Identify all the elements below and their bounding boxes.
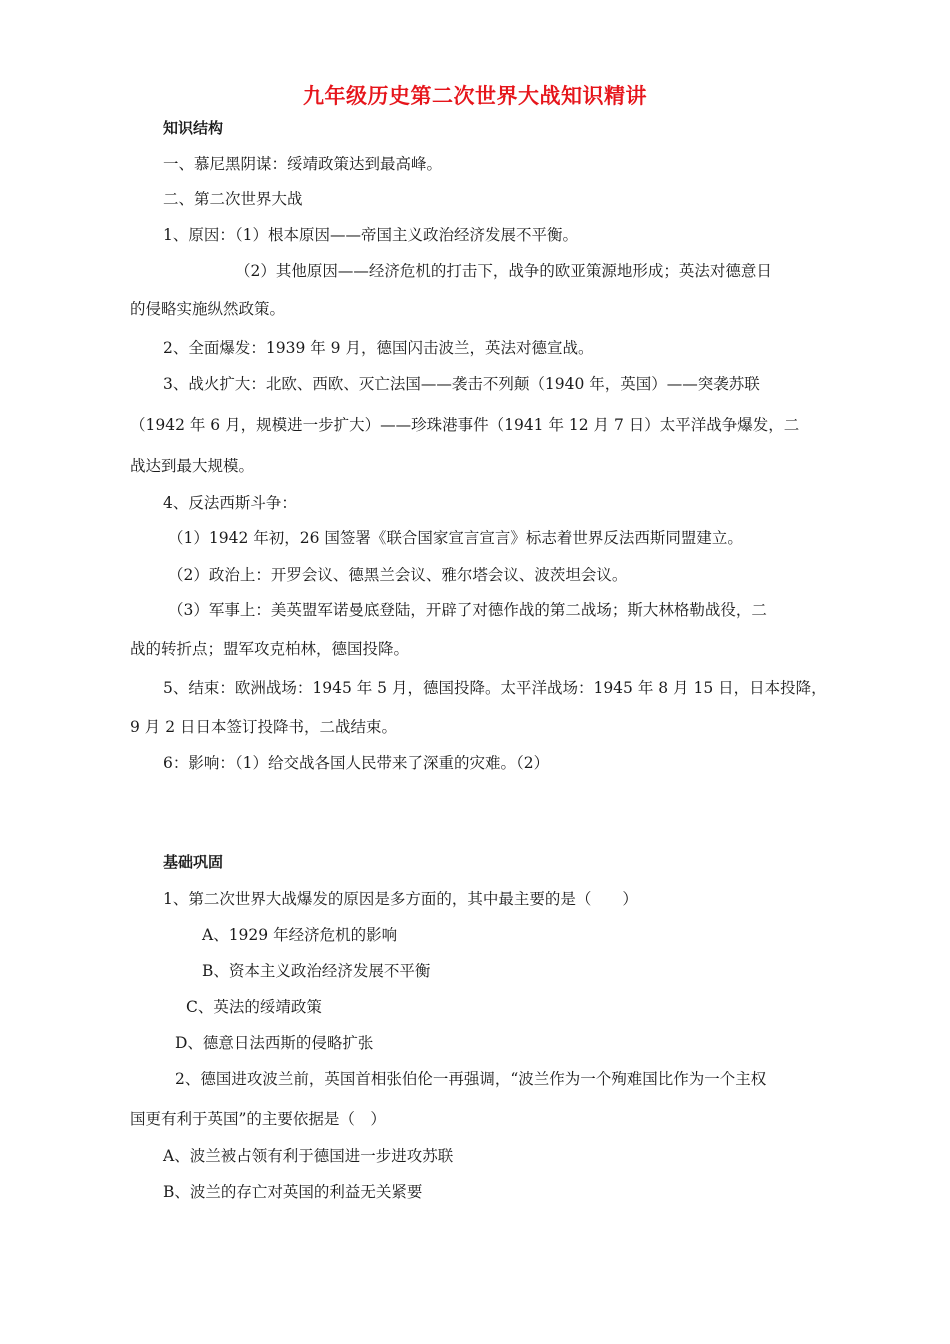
question-line: 国更有利于英国”的主要依据是（ ） <box>130 1110 386 1128</box>
text-line: 的侵略实施纵然政策。 <box>130 300 286 318</box>
option-line: A、波兰被占领有利于德国进一步进攻苏联 <box>163 1147 454 1165</box>
section-heading-basic-consolidation: 基础巩固 <box>163 853 224 871</box>
document-title: 九年级历史第二次世界大战知识精讲 <box>303 84 647 108</box>
text-line: 3、战火扩大：北欧、西欧、灭亡法国——袭击不列颠（1940 年，英国）——突袭苏联 <box>163 375 760 393</box>
option-line: D、德意日法西斯的侵略扩张 <box>175 1034 374 1052</box>
text-line: 二、第二次世界大战 <box>163 190 303 208</box>
text-line: 战的转折点；盟军攻克柏林，德国投降。 <box>130 640 410 658</box>
question-line: 1、第二次世界大战爆发的原因是多方面的，其中最主要的是（ ） <box>163 890 638 908</box>
option-line: A、1929 年经济危机的影响 <box>202 926 398 944</box>
text-line: 6：影响：（1）给交战各国人民带来了深重的灾难。（2） <box>163 754 550 772</box>
text-line: （1）1942 年初，26 国签署《联合国家宣言宣言》标志着世界反法西斯同盟建立。 <box>168 529 743 547</box>
text-line: 9 月 2 日日本签订投降书，二战结束。 <box>130 718 398 736</box>
option-line: B、资本主义政治经济发展不平衡 <box>202 962 431 980</box>
text-line: （2）政治上：开罗会议、德黑兰会议、雅尔塔会议、波茨坦会议。 <box>168 566 628 584</box>
text-line: （2）其他原因——经济危机的打击下，战争的欧亚策源地形成；英法对德意日 <box>235 262 772 280</box>
text-line: （3）军事上：美英盟军诺曼底登陆，开辟了对德作战的第二战场；斯大林格勒战役，二 <box>168 601 767 619</box>
option-line: B、波兰的存亡对英国的利益无关紧要 <box>163 1183 423 1201</box>
option-line: C、英法的绥靖政策 <box>186 998 322 1016</box>
text-line: 4、反法西斯斗争： <box>163 494 297 512</box>
question-line: 2、德国进攻波兰前，英国首相张伯伦一再强调，“波兰作为一个殉难国比作为一个主权 <box>175 1070 767 1088</box>
text-line: 战达到最大规模。 <box>130 457 255 475</box>
section-heading-knowledge-structure: 知识结构 <box>163 119 224 137</box>
text-line: 1、原因：（1）根本原因——帝国主义政治经济发展不平衡。 <box>163 226 578 244</box>
text-line: 一、慕尼黑阴谋：绥靖政策达到最高峰。 <box>163 155 443 173</box>
text-line: 2、全面爆发：1939 年 9 月，德国闪击波兰，英法对德宣战。 <box>163 339 594 357</box>
text-line: 5、结束：欧洲战场：1945 年 5 月，德国投降。太平洋战场：1945 年 8 月 15 日，日本投降， <box>163 679 827 697</box>
text-line: （1942 年 6 月，规模进一步扩大）——珍珠港事件（1941 年 12 月 7 日）太平洋战争爆发，二 <box>130 416 800 434</box>
